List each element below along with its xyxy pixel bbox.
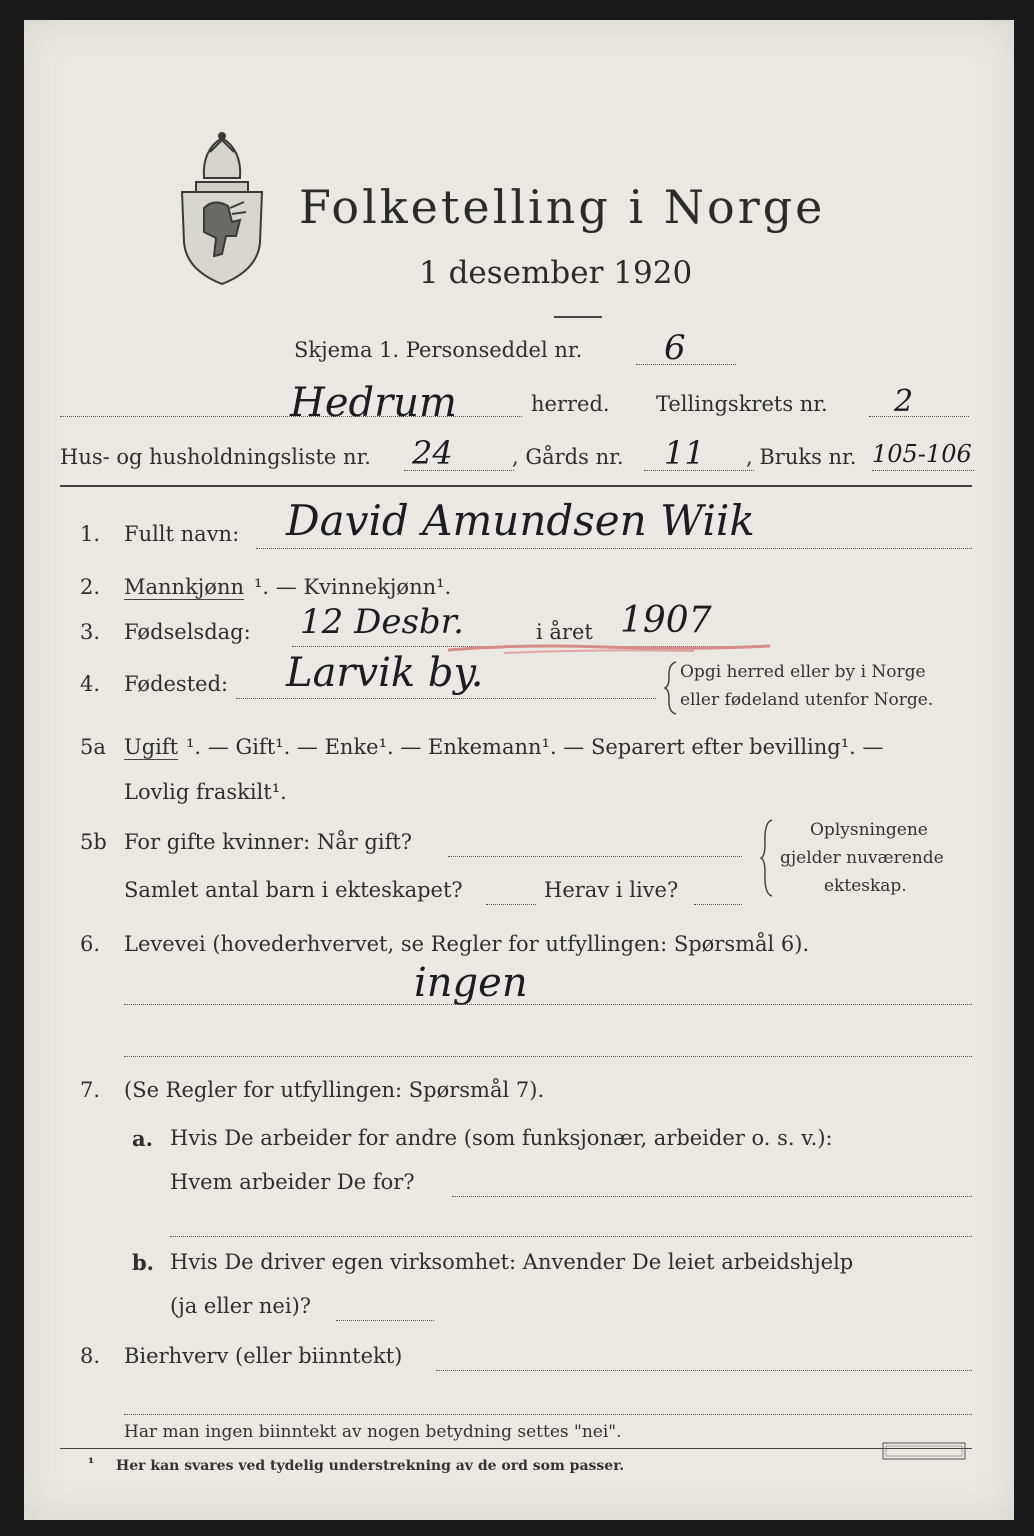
q5b-alive-line xyxy=(694,904,742,905)
q2-male-option: Mannkjønn xyxy=(124,575,245,599)
q6-number: 6. xyxy=(80,932,101,956)
birthplace-value: Larvik by. xyxy=(286,650,484,696)
q5b-married-line xyxy=(448,856,742,857)
q7a-line2 xyxy=(170,1236,972,1237)
q5b-note-line3: ekteskap. xyxy=(824,876,907,896)
q7a-label: Hvis De arbeider for andre (som funksjonær, arbeider o. s. v.): xyxy=(170,1126,833,1150)
q8-line2 xyxy=(124,1414,972,1415)
q8-number: 8. xyxy=(80,1344,101,1368)
q5b-note-line1: Oplysningene xyxy=(810,820,928,840)
q5b-brace xyxy=(760,818,774,898)
q1-line xyxy=(256,548,972,549)
q6-label: Levevei (hovederhvervet, se Regler for utfyllingen: Spørsmål 6). xyxy=(124,932,810,956)
q5b-children-line xyxy=(486,904,536,905)
q4-label: Fødested: xyxy=(124,672,229,696)
q6-line1 xyxy=(124,1004,972,1005)
q3-number: 3. xyxy=(80,620,101,644)
q7-number: 7. xyxy=(80,1078,101,1102)
q2-number: 2. xyxy=(80,575,101,599)
q1-number: 1. xyxy=(80,522,101,546)
q3-year-label: i året xyxy=(536,620,593,644)
q4-number: 4. xyxy=(80,672,101,696)
full-name-value: David Amundsen Wiik xyxy=(286,496,755,545)
herred-value: Hedrum xyxy=(290,380,457,426)
personseddel-line xyxy=(636,364,736,365)
personseddel-value: 6 xyxy=(664,328,686,368)
q3-label: Fødselsdag: xyxy=(124,620,251,644)
q1-label: Fullt navn: xyxy=(124,522,240,546)
q7a-label2: Hvem arbeider De for? xyxy=(170,1170,415,1194)
q5a-ugift-option: Ugift xyxy=(124,735,179,759)
tellingskrets-value: 2 xyxy=(894,384,914,419)
q7a-letter: a. xyxy=(132,1126,153,1151)
birth-day-value: 12 Desbr. xyxy=(300,602,464,642)
gards-label: , Gårds nr. xyxy=(512,445,624,469)
q2-other-options: ¹. — Kvinnekjønn¹. xyxy=(254,575,452,599)
q8-note: Har man ingen biinntekt av nogen betydning settes "nei". xyxy=(124,1422,622,1442)
q7b-label2: (ja eller nei)? xyxy=(170,1294,312,1318)
footnote-text: Her kan svares ved tydelig understrekning av de ord som passer. xyxy=(116,1458,625,1474)
bruks-line xyxy=(872,470,974,471)
q4-line xyxy=(236,698,656,699)
q5b-note-line2: gjelder nuværende xyxy=(780,848,944,868)
q4-note-line1: Opgi herred eller by i Norge xyxy=(680,662,926,682)
q7a-line1 xyxy=(452,1196,972,1197)
birth-year-value: 1907 xyxy=(620,600,712,641)
q8-line1 xyxy=(436,1370,972,1371)
q5b-label-children: Samlet antal barn i ekteskapet? xyxy=(124,878,463,902)
q7b-label: Hvis De driver egen virksomhet: Anvender De leiet arbeidshjelp xyxy=(170,1250,854,1274)
coat-of-arms-icon xyxy=(174,132,270,288)
q5b-label-married: For gifte kvinner: Når gift? xyxy=(124,830,413,854)
q5a-number: 5a xyxy=(80,735,106,759)
printer-stamp-icon xyxy=(882,1442,966,1460)
census-date: 1 desember 1920 xyxy=(419,255,693,291)
q7-label: (Se Regler for utfyllingen: Spørsmål 7). xyxy=(124,1078,545,1102)
schema-label: Skjema 1. Personseddel nr. xyxy=(294,338,583,362)
census-form xyxy=(24,20,1014,1520)
husliste-value: 24 xyxy=(412,434,453,472)
bruks-label: , Bruks nr. xyxy=(746,445,857,469)
herred-label: herred. xyxy=(531,392,610,416)
q5a-line2: Lovlig fraskilt¹. xyxy=(124,780,287,804)
bruks-value: 105-106 xyxy=(872,440,972,468)
gards-value: 11 xyxy=(664,434,705,472)
red-pencil-mark xyxy=(444,638,774,658)
form-title: Folketelling i Norge xyxy=(299,180,826,234)
footnote-divider xyxy=(60,1448,972,1449)
husliste-label: Hus- og husholdningsliste nr. xyxy=(60,445,371,469)
q4-brace xyxy=(664,660,678,716)
q6-line2 xyxy=(124,1056,972,1057)
title-divider xyxy=(554,316,602,318)
q7b-line xyxy=(336,1320,434,1321)
footnote-mark: ¹ xyxy=(88,1456,95,1472)
q8-label: Bierhverv (eller biinntekt) xyxy=(124,1344,403,1368)
q4-note-line2: eller fødeland utenfor Norge. xyxy=(680,690,934,710)
q7b-letter: b. xyxy=(132,1250,154,1275)
header-divider xyxy=(60,485,972,487)
tellingskrets-line xyxy=(869,416,969,417)
occupation-value: ingen xyxy=(414,960,528,1006)
q5a-other-options: ¹. — Gift¹. — Enke¹. — Enkemann¹. — Separert efter bevilling¹. — xyxy=(186,735,884,759)
q5b-label-alive: Herav i live? xyxy=(544,878,679,902)
tellingskrets-label: Tellingskrets nr. xyxy=(656,392,828,416)
q5b-number: 5b xyxy=(80,830,107,854)
